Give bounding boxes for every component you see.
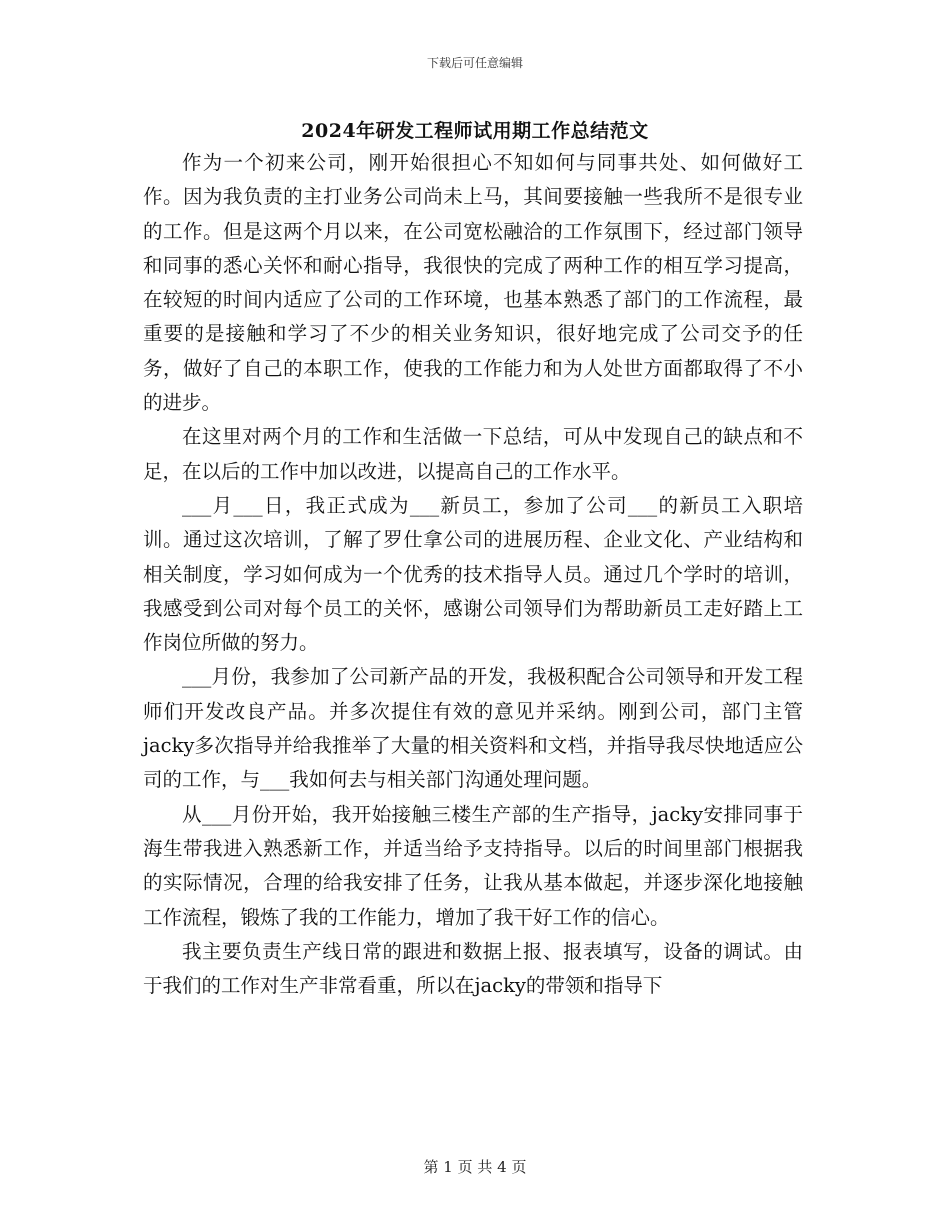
- body-paragraph: 在这里对两个月的工作和生活做一下总结，可从中发现自己的缺点和不足，在以后的工作中加以改进，以提高自己的工作水平。: [143, 425, 803, 483]
- body-paragraph: ___月___日，我正式成为___新员工，参加了公司___的新员工入职培训。通过这次培训，了解了罗仕拿公司的进展历程、企业文化、产业结构和相关制度，学习如何成为一个优秀的技术指导人员。通过几个学时的培训，我感受到公司对每个员工的关怀，感谢公司领导们为帮助新员工走好踏上工作岗位所做的努力。: [143, 493, 803, 655]
- body-paragraph: 作为一个初来公司，刚开始很担心不知如何与同事共处、如何做好工作。因为我负责的主打业务公司尚未上马，其间要接触一些我所不是很专业的工作。但是这两个月以来，在公司宽松融洽的工作氛围下，经过部门领导和同事的悉心关怀和耐心指导，我很快的完成了两种工作的相互学习提高，在较短的时间内适应了公司的工作环境，也基本熟悉了部门的工作流程，最重要的是接触和学习了不少的相关业务知识，很好地完成了公司交予的任务，做好了自己的本职工作，使我的工作能力和为人处世方面都取得了不小的进步。: [143, 151, 803, 415]
- body-paragraph: 我主要负责生产线日常的跟进和数据上报、报表填写，设备的调试。由于我们的工作对生产非常看重，所以在jacky的带领和指导下: [143, 939, 803, 998]
- body-paragraph: ___月份，我参加了公司新产品的开发，我极积配合公司领导和开发工程师们开发改良产品。并多次提住有效的意见并采纳。刚到公司，部门主管jacky多次指导并给我推举了大量的相关资料和文档，并指导我尽快地适应公司的工作，与___我如何去与相关部门沟通处理问题。: [143, 665, 803, 792]
- document-title: 2024年研发工程师试用期工作总结范文: [301, 120, 649, 142]
- header-note: 下载后可任意编辑: [426, 56, 523, 70]
- document-body: [143, 146, 803, 1003]
- body-paragraph: 从___月份开始，我开始接触三楼生产部的生产指导，jacky安排同事于海生带我进入熟悉新工作，并适当给予支持指导。以后的时间里部门根据我的实际情况，合理的给我安排了任务，让我从基本做起，并逐步深化地接触工作流程，锻炼了我的工作能力，增加了我干好工作的信心。: [143, 802, 803, 929]
- page-number: 第 1 页 共 4 页: [423, 1158, 527, 1176]
